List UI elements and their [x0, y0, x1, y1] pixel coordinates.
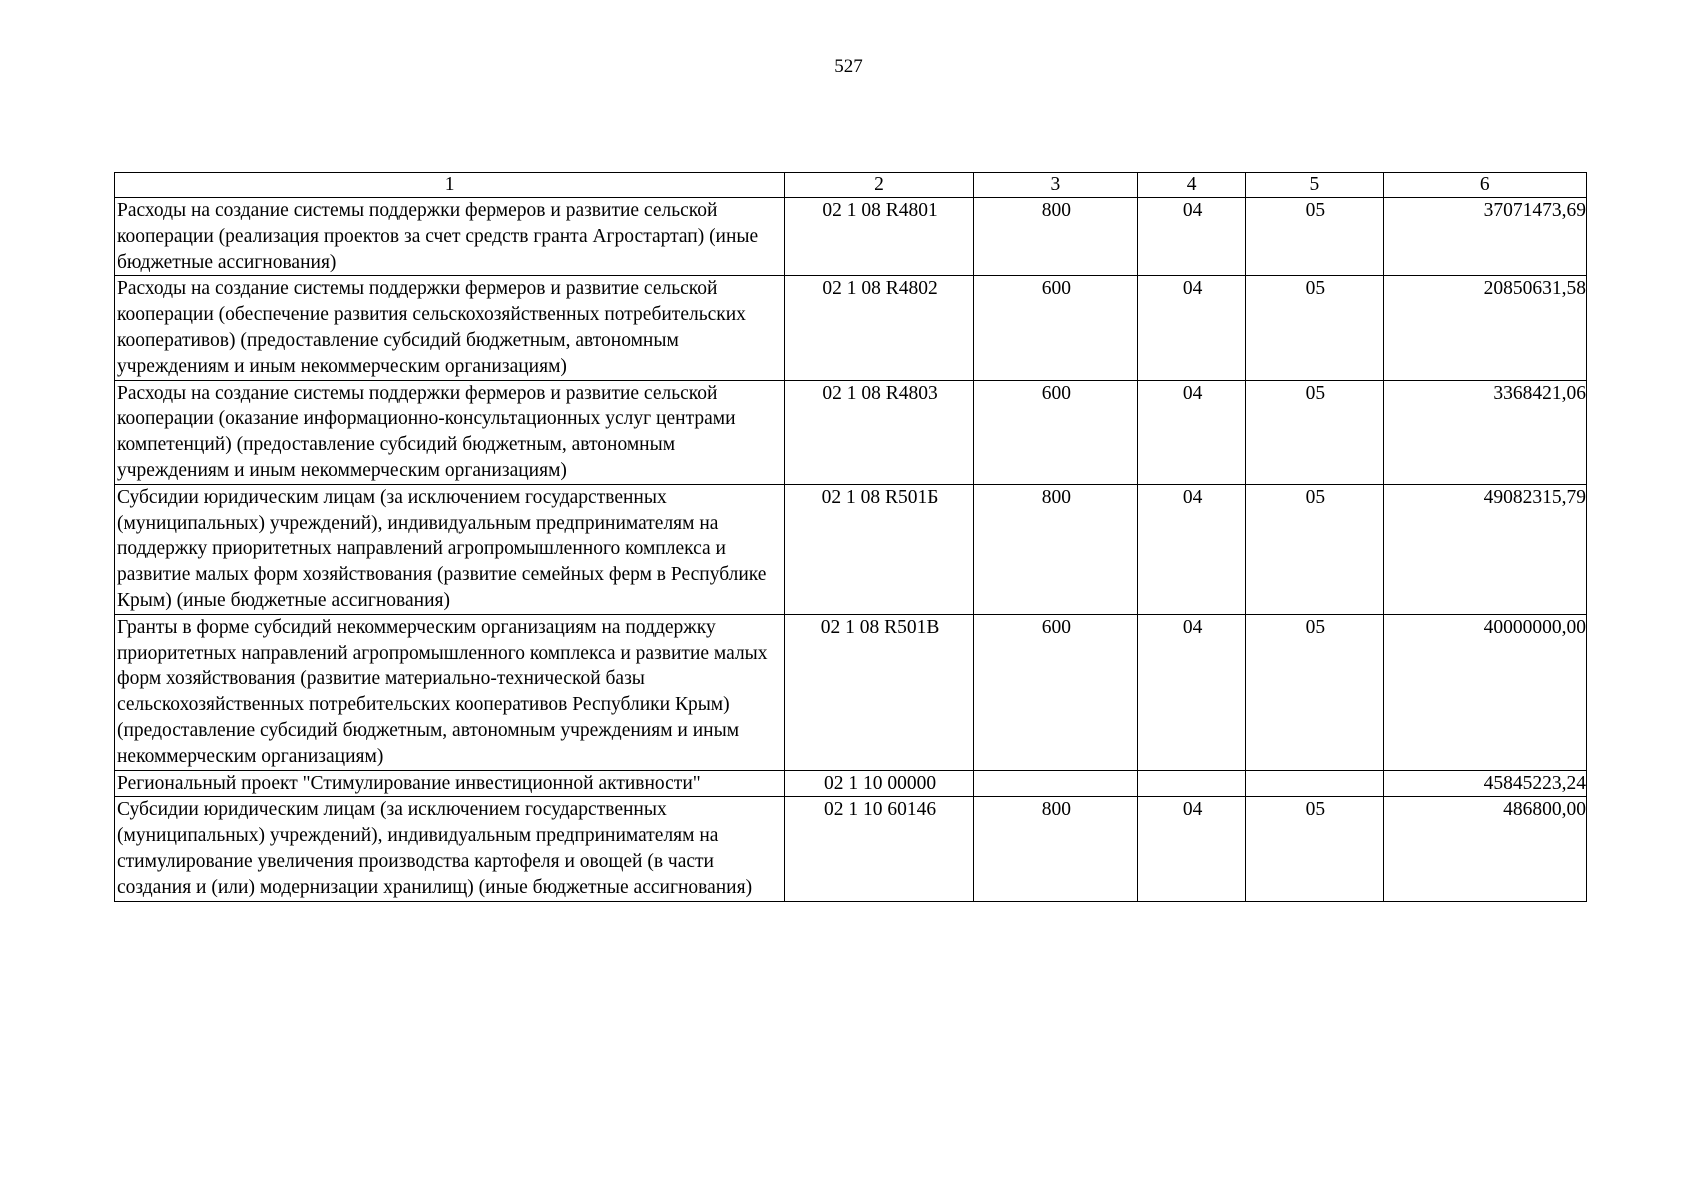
expense-type-code: 800: [973, 198, 1137, 276]
section-code: 04: [1138, 198, 1246, 276]
subsection-code: 05: [1246, 797, 1383, 901]
column-header: 5: [1246, 173, 1383, 198]
subsection-code: 05: [1246, 484, 1383, 614]
column-header: 1: [115, 173, 785, 198]
subsection-code: 05: [1246, 614, 1383, 770]
target-code: 02 1 08 R4803: [785, 380, 973, 484]
subsection-code: 05: [1246, 198, 1383, 276]
expense-name: Региональный проект "Стимулирование инвестиционной активности": [115, 770, 785, 797]
target-code: 02 1 08 R501В: [785, 614, 973, 770]
amount: 45845223,24: [1383, 770, 1586, 797]
expense-name: Субсидии юридическим лицам (за исключением государственных (муниципальных) учреждений), индивидуальным предпринимателям на поддержку приоритетных направлений агропромышленного комплекса и развитие малых форм хозяйствования (развитие семейных ферм в Республике Крым) (иные бюджетные ассигнования): [115, 484, 785, 614]
table-row: [115, 484, 1587, 614]
expense-name: Расходы на создание системы поддержки фермеров и развитие сельской кооперации (реализация проектов за счет средств гранта Агростартап) (иные бюджетные ассигнования): [115, 198, 785, 276]
expense-name: Субсидии юридическим лицам (за исключением государственных (муниципальных) учреждений), индивидуальным предпринимателям на стимулирование увеличения производства картофеля и овощей (в части создания и (или) модернизации хранилищ) (иные бюджетные ассигнования): [115, 797, 785, 901]
expense-type-code: 800: [973, 484, 1137, 614]
column-header: 3: [973, 173, 1137, 198]
subsection-code: 05: [1246, 276, 1383, 380]
page-number: 527: [834, 56, 863, 77]
amount: 49082315,79: [1383, 484, 1586, 614]
section-code: 04: [1138, 797, 1246, 901]
amount: 40000000,00: [1383, 614, 1586, 770]
expense-type-code: 600: [973, 614, 1137, 770]
expense-type-code: 600: [973, 276, 1137, 380]
amount: 486800,00: [1383, 797, 1586, 901]
section-code: 04: [1138, 484, 1246, 614]
expense-name: Гранты в форме субсидий некоммерческим организациям на поддержку приоритетных направлений агропромышленного комплекса и развитие малых форм хозяйствования (развитие материально-технической базы сельскохозяйственных потребительских кооперативов Республики Крым) (предоставление субсидий бюджетным, автономным учреждениям и иным некоммерческим организациям): [115, 614, 785, 770]
subsection-code: [1246, 770, 1383, 797]
subsection-code: 05: [1246, 380, 1383, 484]
amount: 20850631,58: [1383, 276, 1586, 380]
target-code: 02 1 10 00000: [785, 770, 973, 797]
column-header: 2: [785, 173, 973, 198]
target-code: 02 1 08 R4802: [785, 276, 973, 380]
column-header: 6: [1383, 173, 1586, 198]
amount: 37071473,69: [1383, 198, 1586, 276]
section-code: 04: [1138, 276, 1246, 380]
target-code: 02 1 08 R501Б: [785, 484, 973, 614]
budget-table: [114, 172, 1587, 902]
table-row: [115, 770, 1587, 797]
section-code: 04: [1138, 614, 1246, 770]
expense-type-code: 800: [973, 797, 1137, 901]
expense-name: Расходы на создание системы поддержки фермеров и развитие сельской кооперации (оказание информационно-консультационных услуг центрами компетенций) (предоставление субсидий бюджетным, автономным учреждениям и иным некоммерческим организациям): [115, 380, 785, 484]
expense-type-code: 600: [973, 380, 1137, 484]
expense-type-code: [973, 770, 1137, 797]
table-row: [115, 276, 1587, 380]
table-row: [115, 614, 1587, 770]
expense-name: Расходы на создание системы поддержки фермеров и развитие сельской кооперации (обеспечение развития сельскохозяйственных потребительских кооперативов) (предоставление субсидий бюджетным, автономным учреждениям и иным некоммерческим организациям): [115, 276, 785, 380]
target-code: 02 1 10 60146: [785, 797, 973, 901]
target-code: 02 1 08 R4801: [785, 198, 973, 276]
table-row: [115, 198, 1587, 276]
section-code: [1138, 770, 1246, 797]
column-header: 4: [1138, 173, 1246, 198]
section-code: 04: [1138, 380, 1246, 484]
table-row: [115, 797, 1587, 901]
amount: 3368421,06: [1383, 380, 1586, 484]
table-row: [115, 380, 1587, 484]
header-row: [115, 173, 1587, 198]
